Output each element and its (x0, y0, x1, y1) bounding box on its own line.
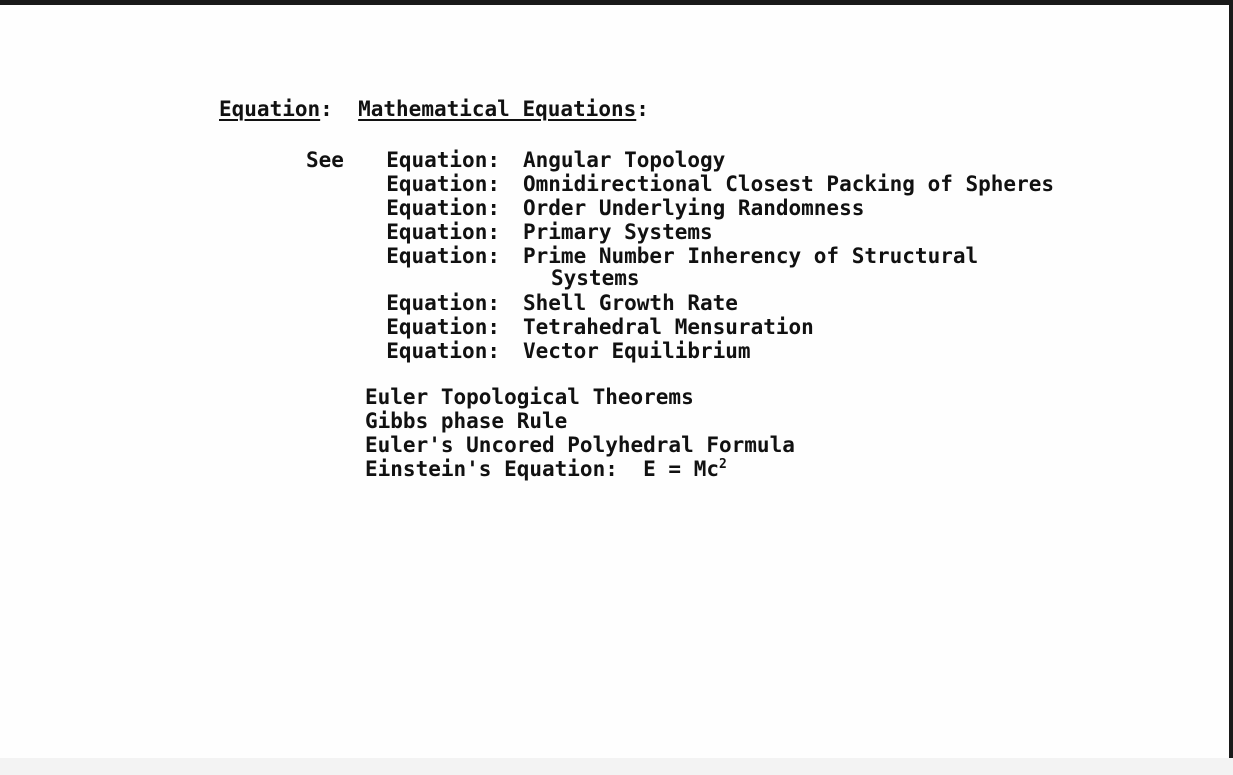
see-also-label: Equation: (386, 172, 500, 196)
see-also-entry: Vector Equilibrium (523, 339, 751, 363)
see-also-entry: Primary Systems (523, 220, 713, 244)
see-also-entry: Shell Growth Rate (523, 291, 738, 315)
card-heading (219, 97, 649, 121)
see-also-label: Equation: (386, 196, 500, 220)
equation-text: Einstein's Equation: E = Mc (365, 457, 720, 481)
page-edge (0, 758, 1233, 775)
related-item-equation (365, 457, 727, 481)
see-prefix: See (306, 148, 344, 172)
related-item: Euler Topological Theorems (365, 385, 694, 409)
see-also-entry: Angular Topology (523, 148, 726, 172)
see-also-entry: Omnidirectional Closest Packing of Spheres (523, 172, 1055, 196)
equation-exponent: 2 (719, 457, 727, 472)
see-also-label: Equation: (386, 315, 500, 339)
see-also-label: Equation: (386, 291, 500, 315)
heading-term: Equation (219, 97, 321, 121)
see-also-entry: Order Underlying Randomness (523, 196, 865, 220)
see-also-label: Equation: (386, 339, 500, 363)
heading-separator: : (320, 97, 333, 121)
see-also-entry: Tetrahedral Mensuration (523, 315, 814, 339)
see-also-label: Equation: (386, 220, 500, 244)
see-also-label: Equation: (386, 148, 500, 172)
heading-subject: Mathematical Equations (358, 97, 637, 121)
heading-trailing: : (636, 97, 649, 121)
related-item: Euler's Uncored Polyhedral Formula (365, 433, 795, 457)
see-also-label: Equation: (386, 244, 500, 268)
see-also-entry-continuation: Systems (551, 266, 640, 290)
see-also-entry: Prime Number Inherency of Structural (523, 244, 979, 268)
related-item: Gibbs phase Rule (365, 409, 568, 433)
